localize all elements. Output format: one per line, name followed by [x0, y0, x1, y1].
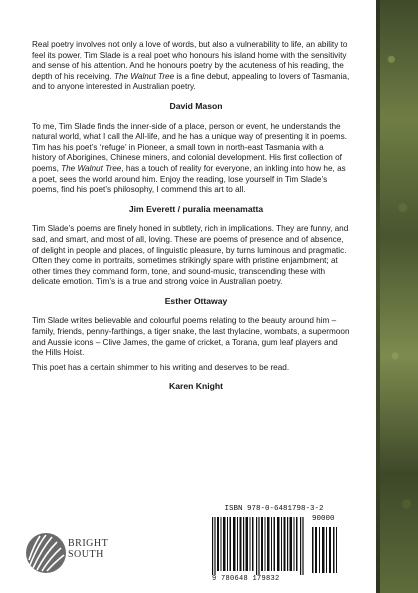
quote-text: , has a touch of reality for everyone, an inkling into how he, as a poet, sees the world around him. Enjoy the reading, lose yourself in Tim Slade’s poems, find his poet’s philosophy, I commend this art to all. — [32, 163, 346, 195]
quote-1 — [32, 40, 350, 93]
book-title: The Walnut Tree — [113, 71, 175, 81]
back-cover-text — [32, 40, 350, 402]
quote-4-extra: This poet has a certain shimmer to his writing and deserves to be read. — [32, 362, 290, 372]
quote-author: Karen Knight — [169, 381, 223, 392]
barcode — [208, 505, 340, 587]
barcode-bars — [212, 517, 310, 575]
publisher-name-line2: SOUTH — [68, 549, 104, 560]
publisher-logo-text — [68, 538, 108, 560]
price-barcode-bars — [312, 527, 338, 573]
quote-3 — [32, 224, 350, 288]
quote-author: David Mason — [169, 100, 223, 111]
book-title: The Walnut Tree — [61, 163, 122, 173]
quote-author: Jim Everett / puralia meenamatta — [128, 203, 264, 214]
publisher-name-line1: BRIGHT — [68, 538, 109, 549]
spine-artwork — [380, 0, 418, 593]
quote-2 — [32, 122, 350, 196]
price-code: 90000 — [312, 515, 335, 523]
isbn-text: ISBN 978-0-6481798-3-2 — [224, 505, 324, 513]
quote-text: Real poetry involves not only a love of words, but also a vulnerability to life, an ability to feel its power. Tim Slade is a real poet who honours his island home with the sensitivity and sense of his attention. And he honours poetry by the acuteness of his reading, the depth of his receiving. — [32, 40, 348, 81]
quote-text: To me, Tim Slade finds the inner-side of a place, person or event, he understands the natural world, what I call the All-life, and he has a unique way of presenting it in poems. Tim has his poet’s ‘refuge’ in Pioneer, a small town in north-east Tasmania with a history of Aborigines, Chinese miners, and colonial development. His first collection of poems, — [32, 121, 347, 173]
quote-4 — [32, 316, 350, 358]
barcode-number: 9 780648 179832 — [212, 575, 280, 583]
quote-text: Tim Slade’s poems are finely honed in subtlety, rich in implications. They are funny, and sad, and smart, and most of all, loving. These are poems of presence and of absence, of delight in people and places, of linguistic pleasure, by turns luminous and pragmatic. Often they come in portraits, sometimes strikingly spare with pristine enjambment; at other times they command form, tone, and sound-music, transcending these with delicate emotion. Tim’s is a true and strong voice in Australian poetry. — [32, 224, 349, 287]
quote-text: Tim Slade writes believable and colourful poems relating to the beauty around him – family, friends, penny-farthings, a tiger snake, the last thylacine, wombats, a supermoon and Aussie icons – Clive James, the game of cricket, a Torana, gum leaf players and the Hills Hoist. — [32, 316, 350, 358]
quote-text: is a fine debut, appealing to lovers of Tasmania, and to anyone interested in Australian poetry. — [32, 71, 350, 92]
quote-author: Esther Ottaway — [164, 295, 228, 306]
